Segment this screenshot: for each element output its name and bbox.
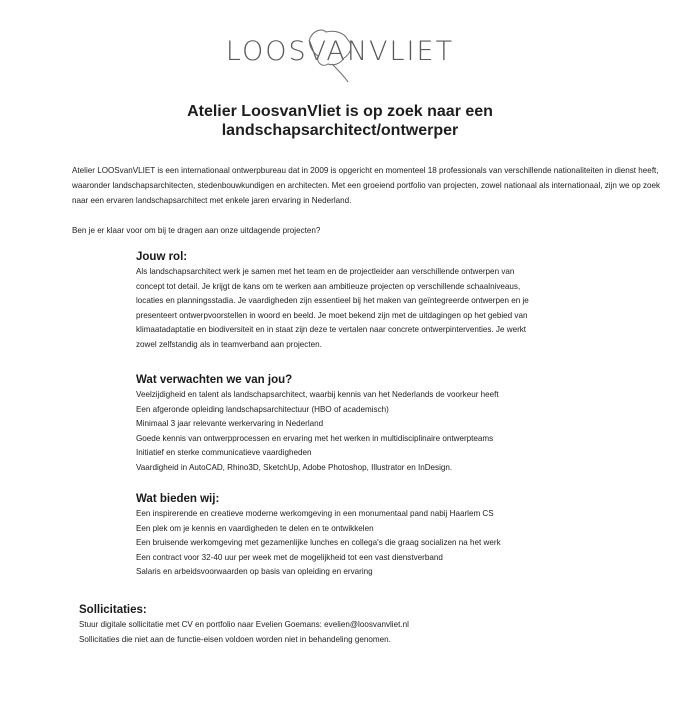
expectations-list [136,388,556,475]
intro-question: Ben je er klaar voor om bij te dragen aan onze uitdagende projecten? [72,226,321,235]
list-item: Goede kennis van ontwerpprocessen en ervaring met het werken in multidisciplinaire ontwerpteams [136,433,494,443]
page-title [0,102,680,140]
list-item: Een contract voor 32-40 uur per week met de mogelijkheid tot een vast dienstverband [136,552,443,562]
applications-instruction: Stuur digitale sollicitatie met CV en portfolio naar Evelien Goemans: evelien@loosvanvliet.nl [79,620,409,629]
role-section [136,250,556,353]
list-item: Salaris en arbeidsvoorwaarden op basis van opleiding en ervaring [136,567,373,576]
list-item: Een afgeronde opleiding landschapsarchitectuur (HBO of academisch) [136,404,389,414]
applications-section [79,603,579,647]
role-heading: Jouw rol: [136,251,188,263]
intro [72,163,672,238]
title-line-1: Atelier LoosvanVliet is op zoek naar een [187,103,493,120]
list-item: Vaardigheid in AutoCAD, Rhino3D, SketchUp, Adobe Photoshop, Illustrator en InDesign. [136,462,453,472]
list-item: Een bruisende werkomgeving met gezamenlijke lunches en collega's die graag socializen na het werk [136,538,501,547]
expectations-section [136,373,556,475]
list-item: Minimaal 3 jaar relevante werkervaring in Nederland [136,419,324,428]
list-item: Initiatief en sterke communicatieve vaardigheden [136,448,312,457]
offer-section [136,492,556,580]
list-item: Een inspirerende en creatieve moderne werkomgeving in een monumentaal pand nabij Haarlem CS [136,509,494,518]
applications-list [79,618,579,647]
offer-heading: Wat bieden wij: [136,493,220,505]
offer-list [136,507,556,580]
applications-note: Sollicitaties die niet aan de functie-eisen voldoen worden niet in behandeling genomen. [79,634,391,644]
applications-heading: Sollicitaties: [79,604,147,616]
logo [0,36,680,67]
logo-text: LOOSVANVLIET [225,36,455,67]
title-line-2: landschapsarchitect/ontwerper [221,122,459,139]
list-item: Een plek om je kennis en vaardigheden te delen en te ontwikkelen [136,523,374,533]
intro-paragraph: Atelier LOOSvanVLIET is een internationaal ontwerpbureau dat in 2009 is opgericht en momenteel 18 professionals van verschillende nationaliteiten in dienst heeft, waaronder landschapsarchitecten, stedenbouwkundigen en architecten. Met een groeiend portfolio van projecten, zowel nationaal als internationaal, zijn we op zoek naar een ervaren landschapsarchitect met enkele jaren ervaring in Nederland. [72,166,661,205]
expectations-heading: Wat verwachten we van jou? [136,374,293,386]
leaf-outline-icon [304,28,364,84]
role-text: Als landschapsarchitect werk je samen met het team en de projectleider aan verschillende ontwerpen van concept tot detail. Je krijgt de kans om te werken aan ambitieuze projecten op verschillende schaalniveaus, locaties en planningsstadia. Je vaardigheden zijn essentieel bij het maken van geïntegreerde ontwerpen en je presenteert ontwerpvoorstellen in woord en beeld. Je moet bekend zijn met de uitdagingen op het gebied van klimaatadaptatie en biodiversiteit en in staat zijn deze te vertalen naar concrete ontwerpinterventies. Je werkt zowel zelfstandig als in teamverband aan projecten. [136,267,529,349]
list-item: Veelzijdigheid en talent als landschapsarchitect, waarbij kennis van het Nederlands de voorkeur heeft [136,390,499,399]
